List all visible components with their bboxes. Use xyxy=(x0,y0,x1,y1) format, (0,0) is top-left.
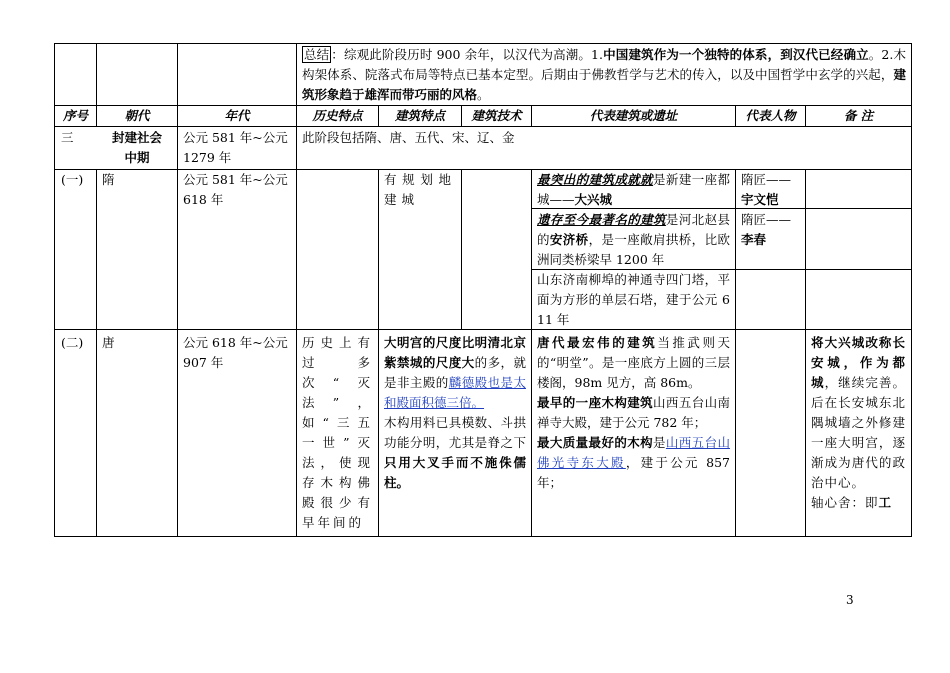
sui-rep-1: 最突出的建筑成就就是新建一座都城——大兴城 xyxy=(537,172,730,207)
sui-dynasty: 隋 xyxy=(102,172,115,187)
tang-rep: 唐代最宏伟的建筑当推武则天的“明堂”。是一座底方上圆的三层楼阁，98m 见方，高 86m。 最早的一座木构建筑山西五台山南禅寺大殿，建于公元 782 年； 最大质量最好的木构是山西五台山佛光寺东大殿，建于公元 857 年； xyxy=(537,335,730,490)
summary-cell: 总结 ：综观此阶段历时 900 余年，以汉代为高潮。1.中国建筑作为一个独特的体系，到汉代已经确立。2.木构架体系、院落式布局等特点已基本定型。后期由于佛教哲学与艺术的传入，以及中国哲学中玄学的兴起，建筑形象趋于雄浑而带巧丽的风格。 xyxy=(302,47,906,102)
tang-years: 公元 618 年~公元 907 年 xyxy=(183,335,288,370)
sui-years: 公元 581 年~公元 618 年 xyxy=(183,172,288,207)
header-tech: 建筑技术 xyxy=(471,108,522,123)
header-years: 年代 xyxy=(224,108,250,123)
rule xyxy=(54,536,912,537)
tang-arch: 大明宫的尺度比明清北京紫禁城的尺度大的多，就是非主殿的麟德殿也是太和殿面积德三倍。 木构用料已具模数、斗拱功能分明，尤其是脊之下只用大叉手而不施侏儒柱。 xyxy=(384,335,526,490)
header-arch: 建筑特点 xyxy=(394,108,445,123)
row3-no: 三 xyxy=(61,130,74,145)
header-history: 历史特点 xyxy=(312,108,363,123)
row3-years: 公元 581 年~公元 1279 年 xyxy=(183,130,288,165)
tang-history: 历史上有过多次“灭法”，如“三五一世”灭法，使现存木构佛殿很少有早年间的 xyxy=(302,335,373,530)
sui-person-2: 隋匠——李春 xyxy=(741,212,792,247)
tang-note: 将大兴城改称长安城，作为都城，继续完善。后在长安城东北隅城墙之外修建一座大明宫，逐渐成为唐代的政治中心。 轴心舍：即工 xyxy=(811,335,906,510)
rule xyxy=(531,208,912,209)
header-note: 备 注 xyxy=(843,108,874,123)
tang-no: (二) xyxy=(61,335,84,350)
foguang-temple-link[interactable]: 山西五台山佛光寺东大殿 xyxy=(537,435,730,470)
sui-no: (一) xyxy=(61,172,84,187)
rule xyxy=(461,169,462,329)
header-no: 序号 xyxy=(62,108,88,123)
sui-rep-2: 遗存至今最著名的建筑是河北赵县的安济桥，是一座敞肩拱桥，比欧洲同类桥梁早 1200 年 xyxy=(537,212,730,267)
sui-person-1: 隋匠——宇文恺 xyxy=(741,172,792,207)
linden-hall-link[interactable]: 麟德殿也是太和殿面积德三倍。 xyxy=(384,375,526,410)
header-person: 代表人物 xyxy=(745,108,796,123)
summary-label: 总结 xyxy=(304,47,330,62)
header-rep: 代表建筑或遗址 xyxy=(589,108,678,123)
rule xyxy=(54,329,912,330)
sui-rep-3: 山东济南柳埠的神通寺四门塔，平面为方形的单层石塔，建于公元 611 年 xyxy=(537,272,730,327)
rule xyxy=(54,126,912,127)
row3-desc: 此阶段包括隋、唐、五代、宋、辽、金 xyxy=(302,130,515,145)
sui-arch: 有规划地建城 xyxy=(384,172,456,207)
tang-dynasty: 唐 xyxy=(102,335,115,350)
header-dynasty: 朝代 xyxy=(124,108,150,123)
page-number: 3 xyxy=(846,593,854,607)
row3-dynasty: 封建社会中期 xyxy=(111,130,162,165)
rule xyxy=(911,43,912,537)
